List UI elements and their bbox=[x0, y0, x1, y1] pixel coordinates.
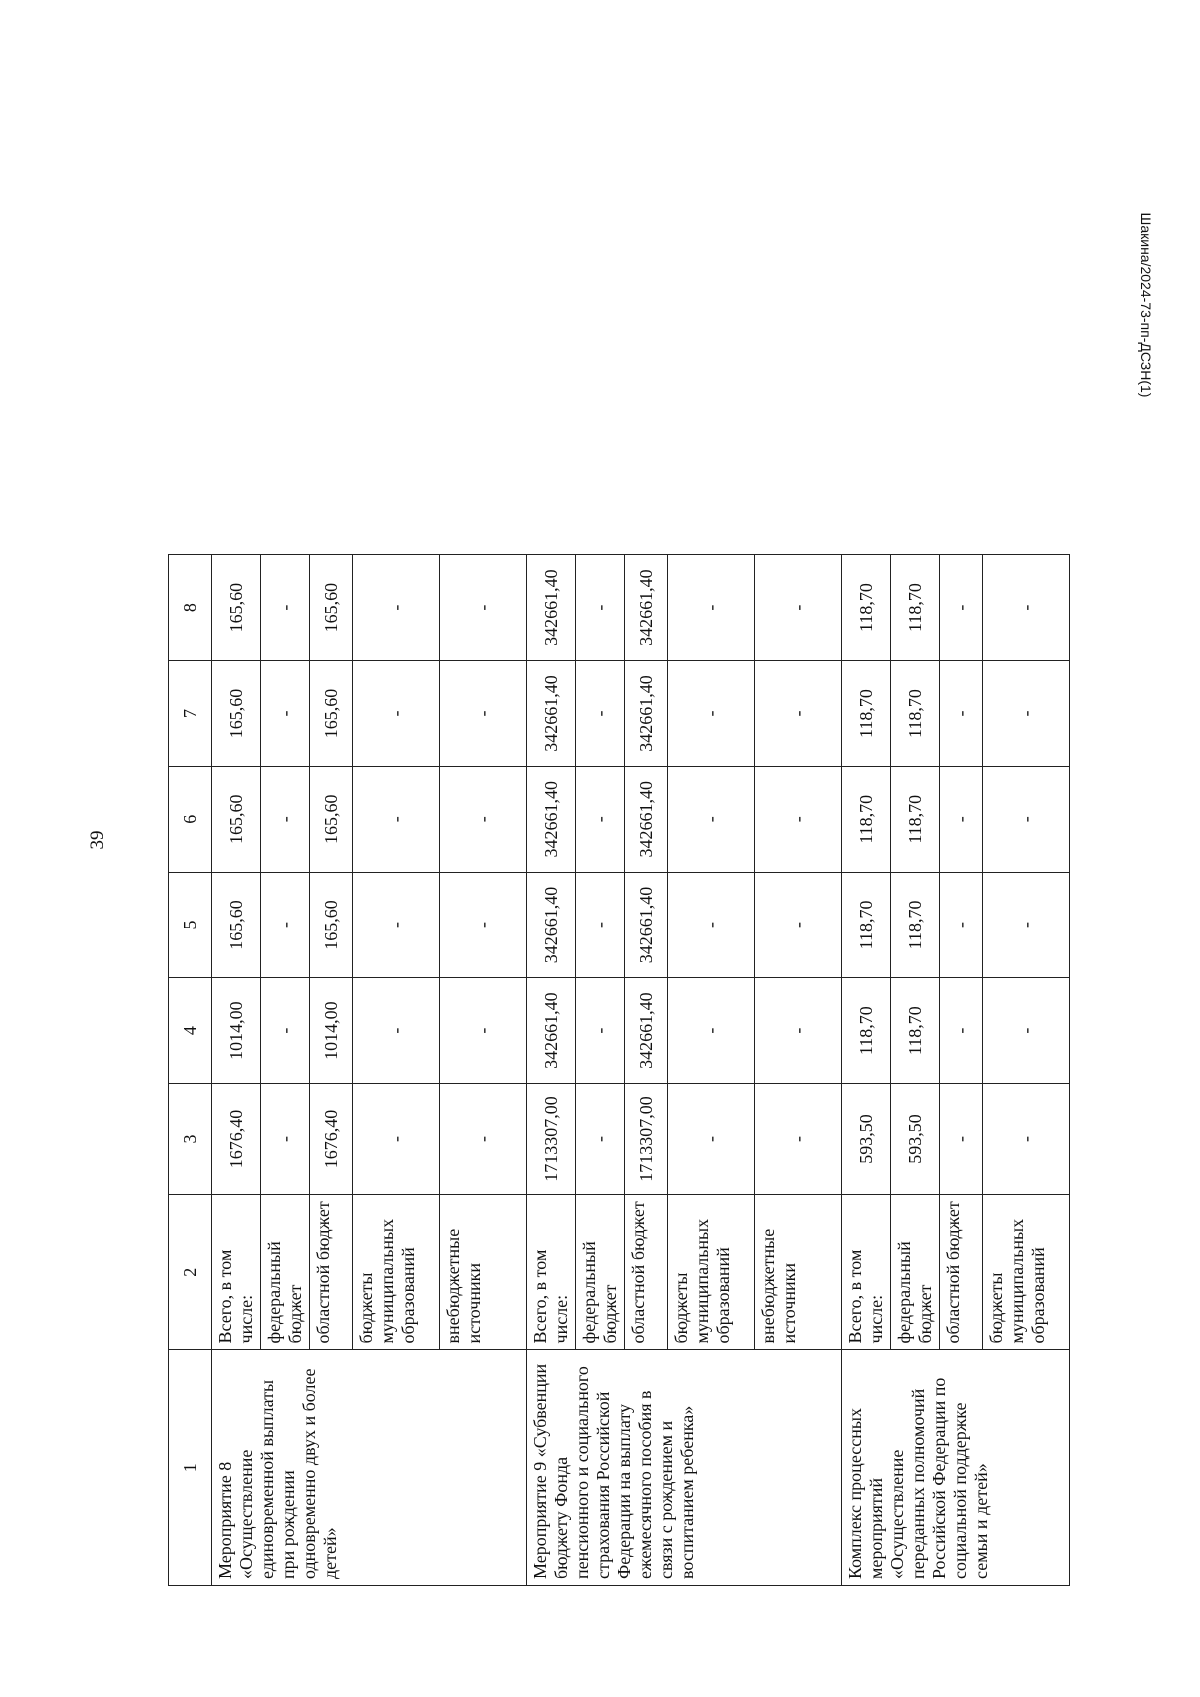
measure-title: Мероприятие 9 «Субвенции бюджету Фонда пенсионного и социального страхования Российской Федерации на выплату ежемесячного пособия в связи с рождением и воспитанием ребенка» bbox=[527, 1350, 842, 1586]
value-cell: - bbox=[440, 555, 527, 661]
value-cell: 118,70 bbox=[891, 766, 940, 872]
value-cell: - bbox=[261, 555, 310, 661]
column-header: 1 bbox=[169, 1350, 212, 1586]
page-number: 39 bbox=[87, 830, 108, 850]
value-cell: - bbox=[940, 1083, 983, 1194]
value-cell: - bbox=[983, 661, 1070, 767]
funding-source: бюджеты муниципальных образований bbox=[353, 1195, 440, 1350]
value-cell: - bbox=[940, 766, 983, 872]
funding-source: федеральный бюджет bbox=[261, 1195, 310, 1350]
value-cell: 165,60 bbox=[310, 766, 353, 872]
value-cell: - bbox=[353, 872, 440, 978]
table-row bbox=[527, 555, 576, 1586]
value-cell: 165,60 bbox=[310, 555, 353, 661]
value-cell: - bbox=[440, 872, 527, 978]
value-cell: 1713307,00 bbox=[625, 1083, 668, 1194]
header-row bbox=[169, 555, 212, 1586]
value-cell: - bbox=[940, 661, 983, 767]
value-cell: - bbox=[983, 555, 1070, 661]
funding-source: внебюджетные источники bbox=[755, 1195, 842, 1350]
value-cell: - bbox=[983, 978, 1070, 1084]
value-cell: 342661,40 bbox=[625, 661, 668, 767]
value-cell: - bbox=[353, 661, 440, 767]
value-cell: 342661,40 bbox=[625, 978, 668, 1084]
value-cell: 1014,00 bbox=[310, 978, 353, 1084]
funding-source: областной бюджет bbox=[625, 1195, 668, 1350]
value-cell: 165,60 bbox=[310, 872, 353, 978]
value-cell: 118,70 bbox=[891, 978, 940, 1084]
value-cell: - bbox=[755, 661, 842, 767]
value-cell: - bbox=[353, 766, 440, 872]
funding-source: областной бюджет bbox=[940, 1195, 983, 1350]
value-cell: - bbox=[940, 978, 983, 1084]
value-cell: - bbox=[983, 1083, 1070, 1194]
column-header: 6 bbox=[169, 766, 212, 872]
funding-source: бюджеты муниципальных образований bbox=[983, 1195, 1070, 1350]
value-cell: - bbox=[576, 978, 625, 1084]
value-cell: 342661,40 bbox=[527, 766, 576, 872]
funding-source: Всего, в том числе: bbox=[212, 1195, 261, 1350]
value-cell: - bbox=[440, 766, 527, 872]
document-code: Шакина/2024-73-пп-ДСЗН(1) bbox=[1138, 212, 1154, 398]
value-cell: - bbox=[353, 555, 440, 661]
value-cell: 165,60 bbox=[212, 872, 261, 978]
value-cell: - bbox=[755, 1083, 842, 1194]
value-cell: 342661,40 bbox=[527, 872, 576, 978]
value-cell: - bbox=[668, 766, 755, 872]
value-cell: 165,60 bbox=[212, 661, 261, 767]
value-cell: 118,70 bbox=[842, 661, 891, 767]
value-cell: 118,70 bbox=[891, 872, 940, 978]
column-header: 4 bbox=[169, 978, 212, 1084]
value-cell: 118,70 bbox=[891, 555, 940, 661]
value-cell: 1713307,00 bbox=[527, 1083, 576, 1194]
value-cell: - bbox=[261, 978, 310, 1084]
funding-source: федеральный бюджет bbox=[576, 1195, 625, 1350]
value-cell: - bbox=[940, 555, 983, 661]
funding-source: бюджеты муниципальных образований bbox=[668, 1195, 755, 1350]
value-cell: 165,60 bbox=[212, 555, 261, 661]
table-row bbox=[842, 555, 891, 1586]
value-cell: - bbox=[576, 872, 625, 978]
measure-title: Мероприятие 8 «Осуществление единовременной выплаты при рождении одновременно двух и более детей» bbox=[212, 1350, 527, 1586]
value-cell: 165,60 bbox=[310, 661, 353, 767]
value-cell: - bbox=[668, 978, 755, 1084]
value-cell: - bbox=[261, 1083, 310, 1194]
value-cell: - bbox=[576, 555, 625, 661]
value-cell: 342661,40 bbox=[527, 555, 576, 661]
value-cell: 118,70 bbox=[842, 872, 891, 978]
column-header: 7 bbox=[169, 661, 212, 767]
value-cell: 593,50 bbox=[842, 1083, 891, 1194]
value-cell: - bbox=[261, 872, 310, 978]
funding-source: внебюджетные источники bbox=[440, 1195, 527, 1350]
value-cell: - bbox=[261, 766, 310, 872]
value-cell: 118,70 bbox=[842, 978, 891, 1084]
value-cell: - bbox=[755, 766, 842, 872]
value-cell: - bbox=[576, 766, 625, 872]
value-cell: - bbox=[983, 872, 1070, 978]
value-cell: - bbox=[755, 872, 842, 978]
budget-table-container bbox=[168, 554, 1070, 1586]
value-cell: - bbox=[755, 978, 842, 1084]
value-cell: 118,70 bbox=[842, 555, 891, 661]
value-cell: - bbox=[353, 1083, 440, 1194]
value-cell: - bbox=[440, 978, 527, 1084]
value-cell: - bbox=[940, 872, 983, 978]
measure-title: Комплекс процессных мероприятий «Осуществление переданных полномочий Российской Федерации по социальной поддержке семьи и детей» bbox=[842, 1350, 1070, 1586]
value-cell: 342661,40 bbox=[527, 978, 576, 1084]
value-cell: - bbox=[983, 766, 1070, 872]
budget-table bbox=[168, 554, 1070, 1586]
column-header: 8 bbox=[169, 555, 212, 661]
value-cell: 593,50 bbox=[891, 1083, 940, 1194]
value-cell: - bbox=[576, 1083, 625, 1194]
value-cell: - bbox=[668, 555, 755, 661]
column-header: 2 bbox=[169, 1195, 212, 1350]
value-cell: 342661,40 bbox=[527, 661, 576, 767]
funding-source: Всего, в том числе: bbox=[527, 1195, 576, 1350]
column-header: 5 bbox=[169, 872, 212, 978]
value-cell: 1676,40 bbox=[212, 1083, 261, 1194]
value-cell: 118,70 bbox=[842, 766, 891, 872]
value-cell: - bbox=[576, 661, 625, 767]
value-cell: 342661,40 bbox=[625, 555, 668, 661]
value-cell: 118,70 bbox=[891, 661, 940, 767]
value-cell: - bbox=[668, 661, 755, 767]
value-cell: 1676,40 bbox=[310, 1083, 353, 1194]
value-cell: - bbox=[668, 872, 755, 978]
funding-source: федеральный бюджет bbox=[891, 1195, 940, 1350]
table-body bbox=[169, 555, 1070, 1586]
value-cell: - bbox=[440, 1083, 527, 1194]
value-cell: - bbox=[353, 978, 440, 1084]
table-row bbox=[212, 555, 261, 1586]
column-header: 3 bbox=[169, 1083, 212, 1194]
value-cell: - bbox=[261, 661, 310, 767]
value-cell: - bbox=[668, 1083, 755, 1194]
value-cell: 342661,40 bbox=[625, 766, 668, 872]
funding-source: областной бюджет bbox=[310, 1195, 353, 1350]
value-cell: - bbox=[755, 555, 842, 661]
value-cell: 1014,00 bbox=[212, 978, 261, 1084]
funding-source: Всего, в том числе: bbox=[842, 1195, 891, 1350]
value-cell: 165,60 bbox=[212, 766, 261, 872]
value-cell: 342661,40 bbox=[625, 872, 668, 978]
value-cell: - bbox=[440, 661, 527, 767]
